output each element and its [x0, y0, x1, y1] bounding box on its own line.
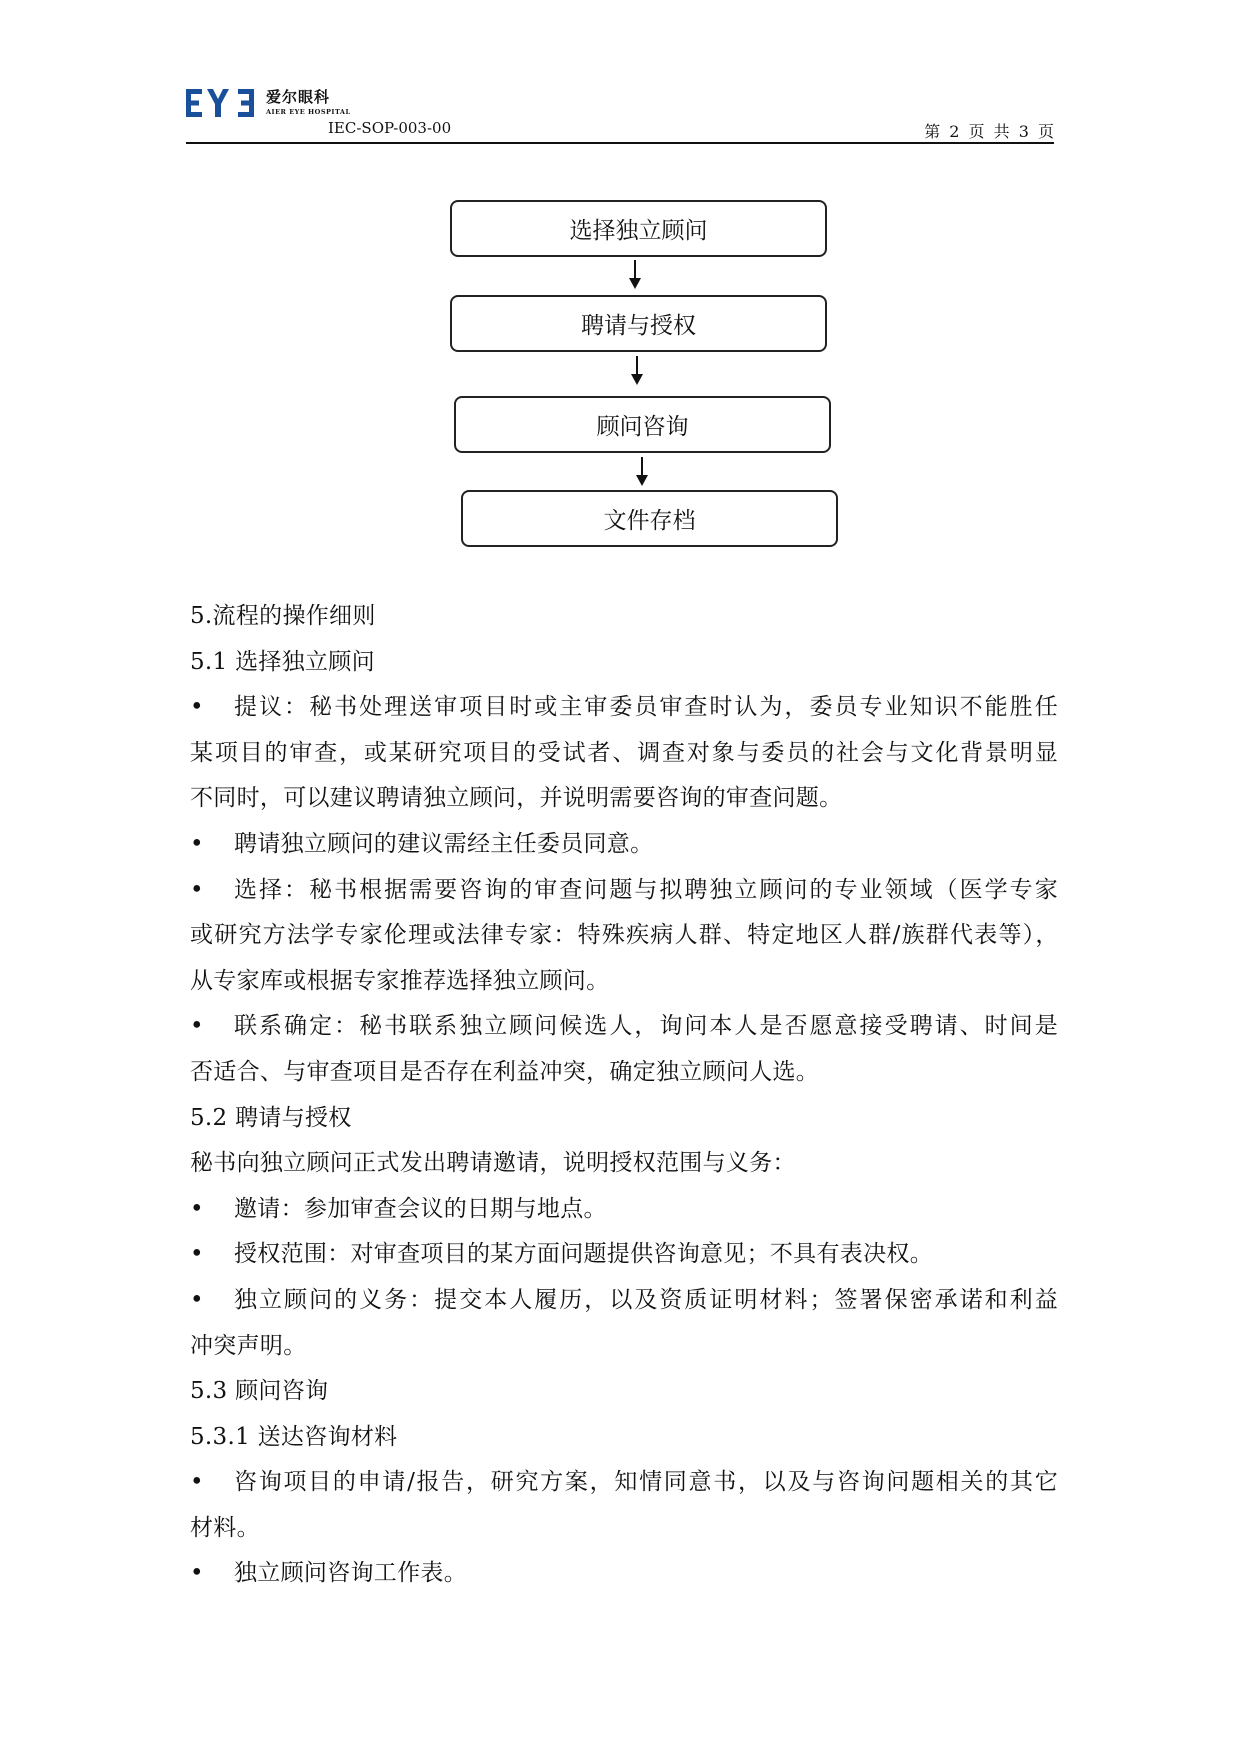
- bullet-icon: •: [190, 1560, 204, 1587]
- paragraph-text: 或研究方法学专家伦理或法律专家：特殊疾病人群、特定地区人群/族群代表等），: [190, 922, 1058, 949]
- eye-logo-icon: [186, 89, 256, 117]
- paragraph-text: 聘请独立顾问的建议需经主任委员同意。: [234, 830, 654, 857]
- list-item: [190, 822, 1058, 868]
- subsection-heading: 5.3.1 送达咨询材料: [190, 1423, 398, 1450]
- bullet-icon: •: [190, 1469, 204, 1496]
- paragraph-text: 联系确定：秘书联系独立顾问候选人，询问本人是否愿意接受聘请、时间是: [234, 1013, 1058, 1040]
- paragraph-text: 材料。: [190, 1514, 260, 1541]
- header-divider: [186, 142, 1054, 144]
- list-item: [190, 1551, 1058, 1597]
- subsection-heading: 5.2 聘请与授权: [190, 1104, 352, 1131]
- paragraph-text: 某项目的审查，或某研究项目的受试者、调查对象与委员的社会与文化背景明显: [190, 739, 1058, 766]
- paragraph-text: 授权范围：对审查项目的某方面问题提供咨询意见；不具有表决权。: [234, 1241, 933, 1268]
- bullet-icon: •: [190, 1195, 204, 1222]
- flow-step-hire-authorize: 聘请与授权: [450, 295, 827, 352]
- paragraph-text: 冲突声明。: [190, 1332, 307, 1359]
- document-body: [190, 594, 1058, 1597]
- bullet-icon: •: [190, 694, 204, 721]
- paragraph-text: 独立顾问咨询工作表。: [234, 1560, 467, 1587]
- flow-arrow-icon: [635, 457, 649, 487]
- list-item: [190, 1004, 1058, 1050]
- flow-step-consultation: 顾问咨询: [454, 396, 831, 453]
- list-item: [190, 1278, 1058, 1324]
- paragraph-text: 从专家库或根据专家推荐选择独立顾问。: [190, 967, 610, 994]
- hospital-logo: [186, 86, 351, 122]
- logo-english-name: AIER EYE HOSPITAL: [266, 108, 351, 116]
- flow-step-archive: 文件存档: [461, 490, 838, 547]
- list-item: [190, 1187, 1058, 1233]
- flow-arrow-icon: [628, 260, 642, 290]
- paragraph-text: 否适合、与审查项目是否存在利益冲突，确定独立顾问人选。: [190, 1058, 820, 1085]
- bullet-icon: •: [190, 830, 204, 857]
- paragraph-text: 提议：秘书处理送审项目时或主审委员审查时认为，委员专业知识不能胜任: [234, 694, 1058, 721]
- paragraph-text: 选择：秘书根据需要咨询的审查问题与拟聘独立顾问的专业领域（医学专家: [234, 876, 1058, 903]
- bullet-icon: •: [190, 1013, 204, 1040]
- document-code: IEC-SOP-003-00: [328, 119, 452, 137]
- paragraph-text: 邀请：参加审查会议的日期与地点。: [234, 1195, 607, 1222]
- list-item: [190, 1232, 1058, 1278]
- page-number: 第 2 页 共 3 页: [924, 122, 1054, 141]
- paragraph-text: 秘书向独立顾问正式发出聘请邀请，说明授权范围与义务：: [190, 1150, 796, 1177]
- bullet-icon: •: [190, 1286, 204, 1313]
- subsection-heading: 5.1 选择独立顾问: [190, 648, 375, 675]
- subsection-heading: 5.3 顾问咨询: [190, 1378, 329, 1405]
- paragraph-text: 咨询项目的申请/报告，研究方案，知情同意书，以及与咨询问题相关的其它: [234, 1469, 1058, 1496]
- list-item: [190, 868, 1058, 914]
- flow-arrow-icon: [630, 356, 644, 386]
- flow-step-select-consultant: 选择独立顾问: [450, 200, 827, 257]
- bullet-icon: •: [190, 876, 204, 903]
- bullet-icon: •: [190, 1241, 204, 1268]
- list-item: [190, 1460, 1058, 1506]
- paragraph-text: 不同时，可以建议聘请独立顾问，并说明需要咨询的审查问题。: [190, 785, 843, 812]
- paragraph-text: 独立顾问的义务：提交本人履历，以及资质证明材料；签署保密承诺和利益: [234, 1286, 1058, 1313]
- logo-chinese-name: 爱尔眼科: [266, 88, 331, 106]
- section-heading: 5.流程的操作细则: [190, 603, 376, 629]
- list-item: [190, 685, 1058, 731]
